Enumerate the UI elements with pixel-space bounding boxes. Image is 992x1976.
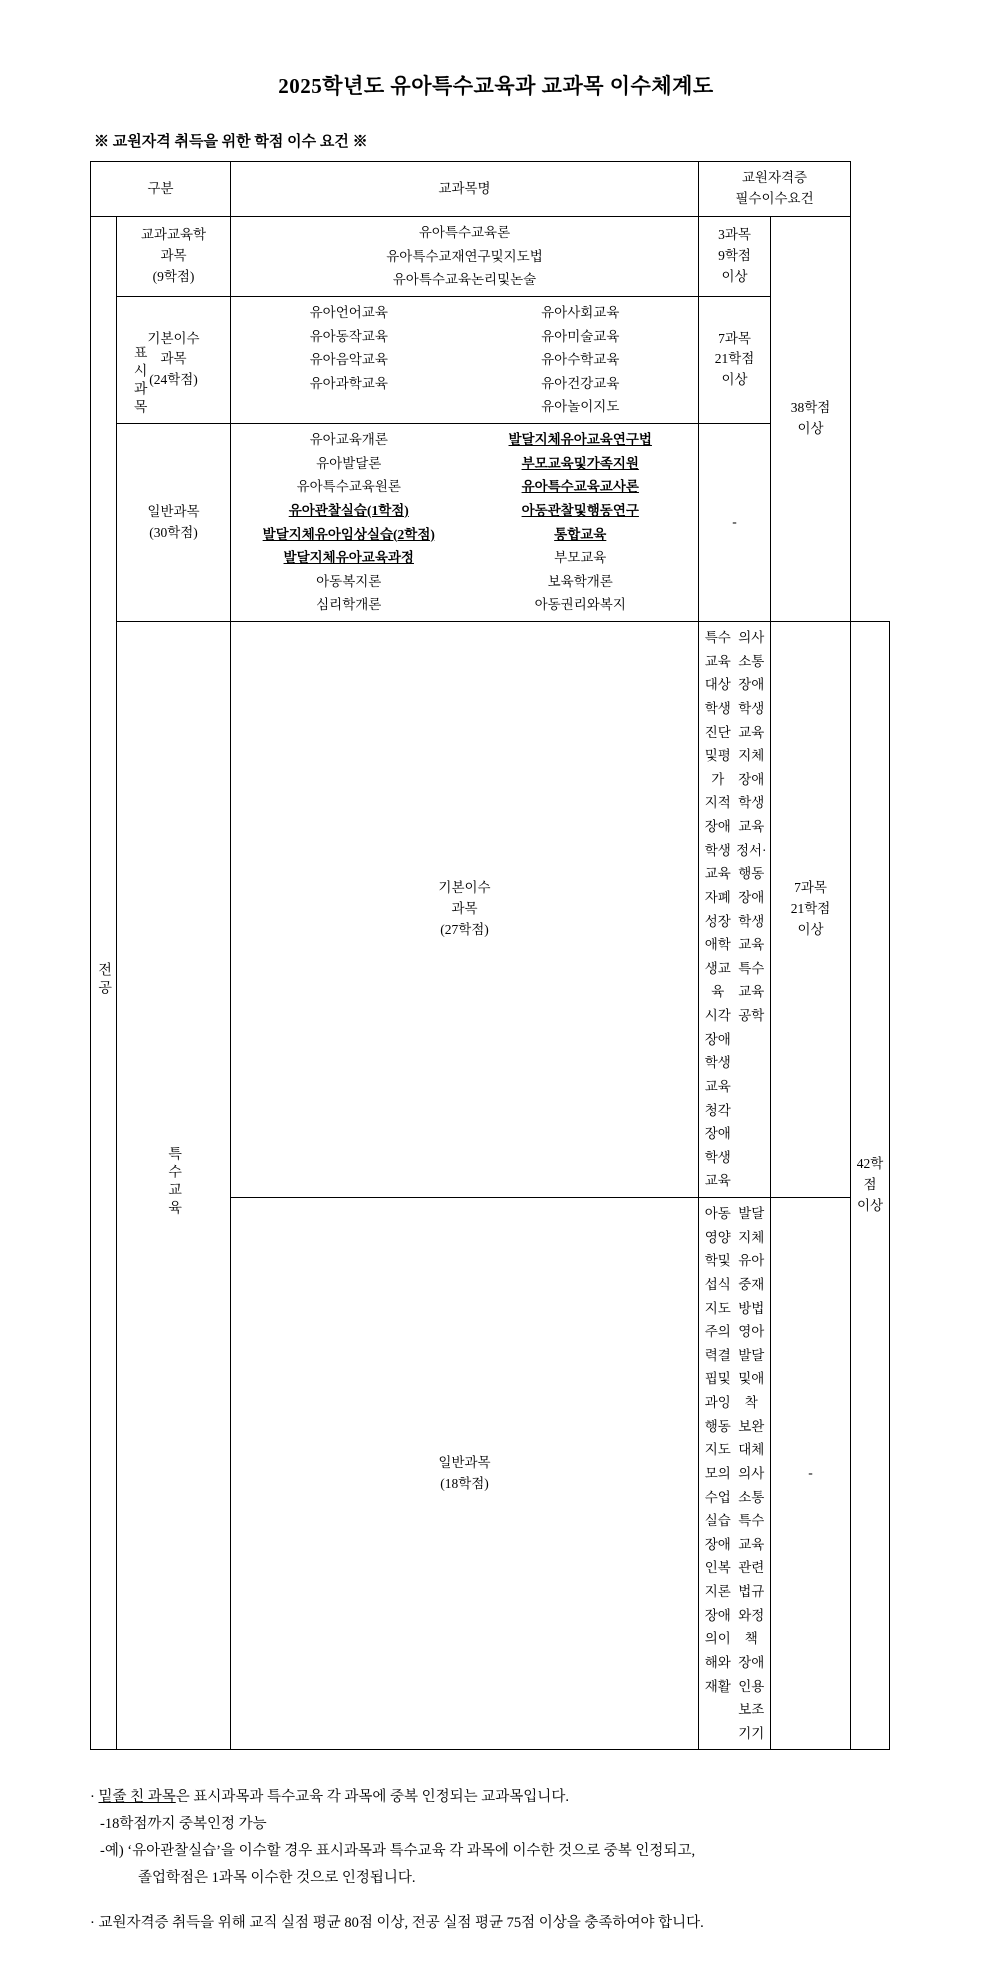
req-line1: 7과목 bbox=[718, 330, 751, 346]
course-item: 유아특수교육론 bbox=[418, 225, 511, 240]
course-column-right bbox=[465, 301, 697, 419]
course-item-overlap: 발달지체유아임상실습(2학점) bbox=[262, 526, 435, 542]
course-item: 유아미술교육 bbox=[541, 328, 620, 344]
course-item: 유아발달론 bbox=[316, 455, 382, 471]
sub-label-line2: (30학점) bbox=[149, 524, 198, 540]
course-item-overlap: 발달지체유아교육연구법 bbox=[508, 432, 652, 447]
sub-label-line1: 일반과목 bbox=[147, 503, 200, 519]
course-item: 아동영양학및섭식지도 bbox=[704, 1206, 731, 1316]
total-requirement-pyosi bbox=[771, 217, 851, 622]
course-item: 장애의이해와재활 bbox=[704, 1607, 731, 1694]
curriculum-table bbox=[90, 161, 890, 1750]
courses-gibon-pyosi bbox=[231, 296, 699, 423]
course-item: 보완대체의사소통 bbox=[738, 1418, 765, 1505]
notes-section bbox=[90, 1784, 902, 1936]
header-course-name: 교과목명 bbox=[231, 162, 699, 217]
total-line1: 42학점 bbox=[856, 1156, 884, 1193]
table-header-row bbox=[91, 162, 890, 217]
courses-gibon-teuksu bbox=[699, 622, 771, 1198]
requirement-gibon-pyosi bbox=[699, 296, 771, 423]
requirement-gibon-teuksu bbox=[771, 622, 851, 1198]
course-item: 아동권리와복지 bbox=[534, 597, 626, 613]
subtitle: ※ 교원자격 취득을 위한 학점 이수 요건 ※ bbox=[94, 134, 368, 150]
course-item: 청각장애학생교육 bbox=[704, 1102, 731, 1189]
sub-label-line1: 일반과목 bbox=[438, 1454, 491, 1470]
sub-label-line2: 과목 bbox=[160, 247, 187, 263]
sub-label-line2: 과목 bbox=[160, 351, 187, 367]
table-row bbox=[91, 217, 890, 297]
sub-label-gwagyo bbox=[117, 217, 231, 297]
course-item: 지적장애학생교육 bbox=[704, 795, 731, 882]
header-division: 구분 bbox=[91, 162, 231, 217]
course-list bbox=[701, 626, 768, 1193]
req-line3: 이상 bbox=[721, 268, 748, 284]
course-column-left bbox=[701, 626, 735, 1193]
sub-label-line3: (27학점) bbox=[440, 921, 489, 937]
courses-ilban-teuksu bbox=[699, 1198, 771, 1750]
req-line3: 이상 bbox=[797, 921, 824, 937]
course-item: 유아특수교재연구및지도법 bbox=[386, 248, 543, 264]
course-item: 아동복지론 bbox=[316, 573, 382, 589]
sub-label-ilban-pyosi bbox=[117, 424, 231, 622]
header-license-line2: 필수이수요건 bbox=[735, 191, 814, 206]
course-item-overlap: 통합교육 bbox=[554, 526, 607, 542]
table-row bbox=[91, 296, 890, 423]
course-item: 장애인용보조기기 bbox=[738, 1654, 765, 1741]
course-list bbox=[701, 1202, 768, 1745]
course-item: 특수교육공학 bbox=[738, 960, 765, 1023]
course-item: 주의력결핍및과잉행동지도 bbox=[704, 1324, 731, 1458]
sub-label-line3: (9학점) bbox=[152, 268, 195, 284]
header-license-requirement bbox=[699, 162, 851, 217]
header-license-line1: 교원자격증 bbox=[741, 170, 808, 186]
total-line1: 38학점 bbox=[790, 400, 831, 416]
course-item: 모의수업실습 bbox=[704, 1465, 731, 1529]
course-item: 보육학개론 bbox=[547, 573, 613, 589]
sub-label-ilban-teuksu bbox=[231, 1198, 699, 1750]
table-row bbox=[91, 622, 890, 1198]
courses-ilban-pyosi bbox=[231, 424, 699, 622]
course-item: 유아수학교육 bbox=[541, 352, 620, 368]
total-line2: 이상 bbox=[797, 421, 824, 436]
group-label-cell-teuksu bbox=[117, 622, 231, 1750]
note-1-rest: 은 표시과목과 특수교육 각 과목에 중복 인정되는 교과목입니다. bbox=[175, 1789, 569, 1806]
course-item-overlap: 발달지체유아교육과정 bbox=[283, 550, 414, 566]
group-label-cell-pyosi-overlay bbox=[126, 345, 152, 422]
course-column-left bbox=[233, 428, 465, 617]
group-label-pyosi: 표시과목 bbox=[131, 345, 147, 417]
table-row bbox=[91, 424, 890, 622]
course-column-right bbox=[735, 626, 769, 1028]
course-item: 유아사회교육 bbox=[541, 304, 620, 320]
course-column-left bbox=[233, 301, 465, 396]
course-item: 영아발달및애착 bbox=[738, 1324, 765, 1410]
sub-label-gibon-teuksu bbox=[231, 622, 699, 1198]
note-1-sub2: -예) ‘유아관찰실습’을 이수할 경우 표시과목과 특수교육 각 과목에 이수한 것으로 중복 인정되고, bbox=[100, 1843, 696, 1859]
req-line3: 이상 bbox=[721, 372, 748, 388]
req-line1: 7과목 bbox=[794, 880, 827, 896]
requirement-ilban-pyosi: - bbox=[699, 424, 771, 622]
sub-label-line1: 기본이수 bbox=[438, 880, 491, 896]
req-line2: 21학점 bbox=[714, 351, 755, 367]
course-item: 유아특수교육원론 bbox=[296, 479, 401, 495]
requirement-gwagyo bbox=[699, 217, 771, 297]
course-item: 유아특수교육논리및논술 bbox=[392, 272, 537, 288]
total-line2: 이상 bbox=[856, 1198, 884, 1214]
course-item-overlap: 아동관찰및행동연구 bbox=[521, 502, 639, 518]
req-line2: 9학점 bbox=[718, 247, 751, 263]
course-item: 특수교육대상학생진단및평가 bbox=[704, 630, 731, 787]
course-item: 자폐성장애학생교육 bbox=[704, 889, 731, 1000]
course-item: 유아언어교육 bbox=[309, 304, 388, 320]
req-line2: 21학점 bbox=[790, 901, 831, 917]
course-item: 의사소통장애학생교육 bbox=[738, 630, 765, 740]
sub-label-line2: 과목 bbox=[451, 901, 478, 917]
course-item: 발달지체유아중재방법 bbox=[738, 1206, 765, 1316]
course-item: 부모교육 bbox=[554, 550, 607, 566]
course-item: 정서·행동장애학생교육 bbox=[735, 842, 767, 953]
sub-label-line1: 교과교육학 bbox=[140, 227, 207, 243]
course-item: 시각장애학생교육 bbox=[704, 1008, 731, 1094]
sub-label-line3: (24학점) bbox=[149, 372, 198, 388]
course-item: 유아음악교육 bbox=[309, 352, 388, 368]
sub-label-line2: (18학점) bbox=[440, 1475, 489, 1491]
major-label: 전공 bbox=[96, 961, 112, 998]
note-spacer bbox=[90, 1892, 902, 1910]
courses-gwagyo bbox=[231, 217, 699, 297]
course-list bbox=[233, 221, 696, 292]
major-label-cell bbox=[91, 217, 117, 1750]
note-1-underlined: 밑줄 친 과목 bbox=[98, 1789, 176, 1806]
course-item: 심리학개론 bbox=[316, 597, 382, 613]
note-2: · 교원자격증 취득을 위해 교직 실점 평균 80점 이상, 전공 실점 평균 75점 이상을 충족하여야 합니다. bbox=[90, 1910, 902, 1937]
req-line1: 3과목 bbox=[718, 227, 751, 243]
sub-label-line1: 기본이수 bbox=[147, 330, 200, 346]
note-1-sub1: -18학점까지 중복인정 가능 bbox=[100, 1816, 267, 1833]
course-item: 지체장애학생교육 bbox=[738, 748, 765, 834]
course-item-overlap: 부모교육및가족지원 bbox=[521, 455, 639, 471]
course-list bbox=[233, 428, 696, 617]
course-item: 장애인복지론 bbox=[704, 1536, 731, 1599]
course-item-overlap: 유아관찰실습(1학점) bbox=[288, 502, 409, 518]
page-title: 2025학년도 유아특수교육과 교과목 이수체계도 bbox=[278, 74, 714, 98]
course-item: 특수교육관련법규와정책 bbox=[738, 1513, 765, 1647]
course-item: 유아건강교육 bbox=[541, 375, 620, 391]
course-column-right bbox=[465, 428, 697, 617]
note-1-sub3: 졸업학점은 1과목 이수한 것으로 인정됩니다. bbox=[138, 1869, 416, 1886]
note-1 bbox=[90, 1784, 902, 1811]
course-list bbox=[233, 301, 696, 419]
course-item: 유아과학교육 bbox=[309, 375, 388, 391]
course-item-overlap: 유아특수교육교사론 bbox=[521, 479, 639, 495]
requirement-ilban-teuksu: - bbox=[771, 1198, 851, 1750]
group-label-teuksu: 특수교육 bbox=[166, 1146, 182, 1219]
course-item: 유아동작교육 bbox=[309, 328, 388, 344]
course-item: 유아놀이지도 bbox=[541, 399, 620, 415]
course-column-left bbox=[701, 1202, 735, 1698]
total-requirement-teuksu bbox=[851, 622, 890, 1750]
course-item: 유아교육개론 bbox=[309, 432, 388, 447]
course-column-right bbox=[735, 1202, 769, 1745]
